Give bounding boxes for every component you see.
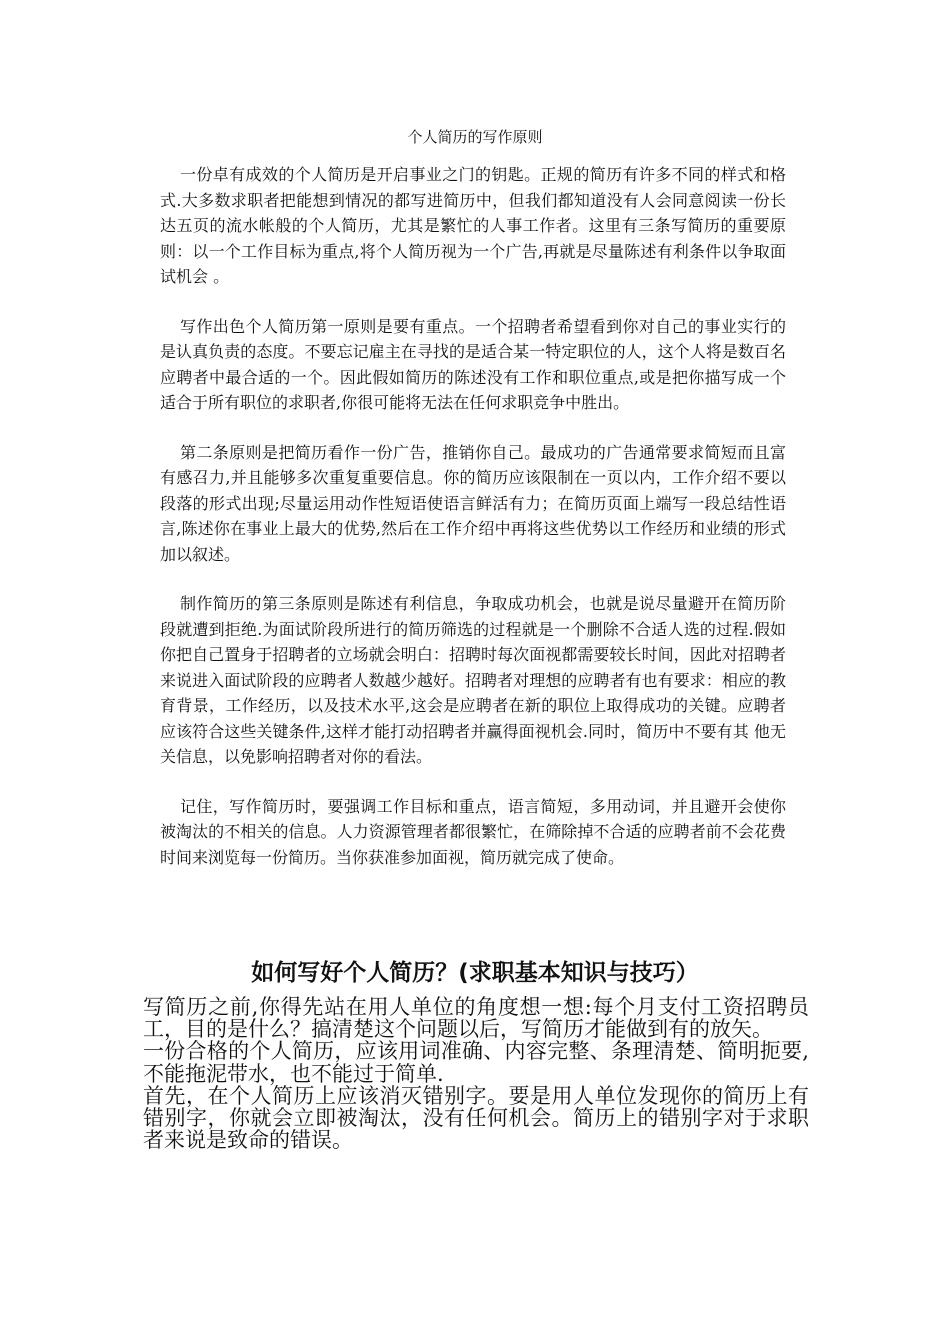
paragraph-principle-1: 写作出色个人简历第一原则是要有重点。一个招聘者希望看到你对自己的事业实行的是认真负责的态度。不要忘记雇主在寻找的是适合某一特定职位的人，这个人将是数百名应聘者中最合适的一个。因此假如简历的陈述没有工作和职位重点,或是把你描写成一个适合于所有职位的求职者,你很可能将无法在任何求职竞争中胜出。 [160,316,786,412]
paragraph-principle-2: 第二条原则是把简历看作一份广告，推销你自己。最成功的广告通常要求简短而且富有感召力,并且能够多次重复重要信息。你的简历应该限制在一页以内，工作介绍不要以段落的形式出现;尽量运用动作性短语使语言鲜活有力；在简历页面上端写一段总结性语言,陈述你在事业上最大的优势,然后在工作介绍中再将这些优势以工作经历和业绩的形式加以叙述。 [160,442,786,564]
section-paragraph: 首先，在个人简历上应该消灭错别字。要是用人单位发现你的简历上有错别字，你就会立即被淘汰，没有任何机会。简历上的错别字对于求职者来说是致命的错误。 [143,1083,809,1153]
section-paragraph: 写简历之前,你得先站在用人单位的角度想一想:每个月支付工资招聘员工，目的是什么？搞清楚这个问题以后，写简历才能做到有的放矢。 [143,995,809,1042]
section-paragraph: 一份合格的个人简历，应该用词准确、内容完整、条理清楚、简明扼要,不能拖泥带水，也不能过于简单. [143,1039,809,1086]
article-body [160,162,786,894]
section-heading: 如何写好个人简历？(求职基本知识与技巧） [251,960,699,986]
paragraph-principle-3: 制作简历的第三条原则是陈述有利信息，争取成功机会，也就是说尽量避开在简历阶段就遭到拒绝.为面试阶段所进行的简历筛选的过程就是一个删除不合适人选的过程.假如你把自己置身于招聘者的立场就会明白：招聘时每次面视都需要较长时间，因此对招聘者来说进入面试阶段的应聘者人数越少越好。招聘者对理想的应聘者有也有要求：相应的教育背景，工作经历，以及技术水平,这会是应聘者在新的职位上取得成功的关键。应聘者应该符合这些关键条件,这样才能打动招聘者并赢得面视机会.同时，简历中不要有其 他无关信息，以免影响招聘者对你的看法。 [160,594,786,766]
section-body [143,996,809,1151]
paragraph-intro: 一份卓有成效的个人简历是开启事业之门的钥匙。正规的简历有许多不同的样式和格式.大多数求职者把能想到情况的都写进简历中，但我们都知道没有人会同意阅读一份长达五页的流水帐般的个人简历，尤其是繁忙的人事工作者。这里有三条写简历的重要原则：以一个工作目标为重点,将个人简历视为一个广告,再就是尽量陈述有利条件以争取面试机会 。 [160,165,786,286]
document-title: 个人简历的写作原则 [407,128,543,146]
paragraph-summary: 记住，写作简历时，要强调工作目标和重点，语言简短，多用动词，并且避开会使你被淘汰的不相关的信息。人力资源管理者都很繁忙，在筛除掉不合适的应聘者前不会花费时间来浏览每一份简历。当你获准参加面视，简历就完成了使命。 [160,796,786,867]
